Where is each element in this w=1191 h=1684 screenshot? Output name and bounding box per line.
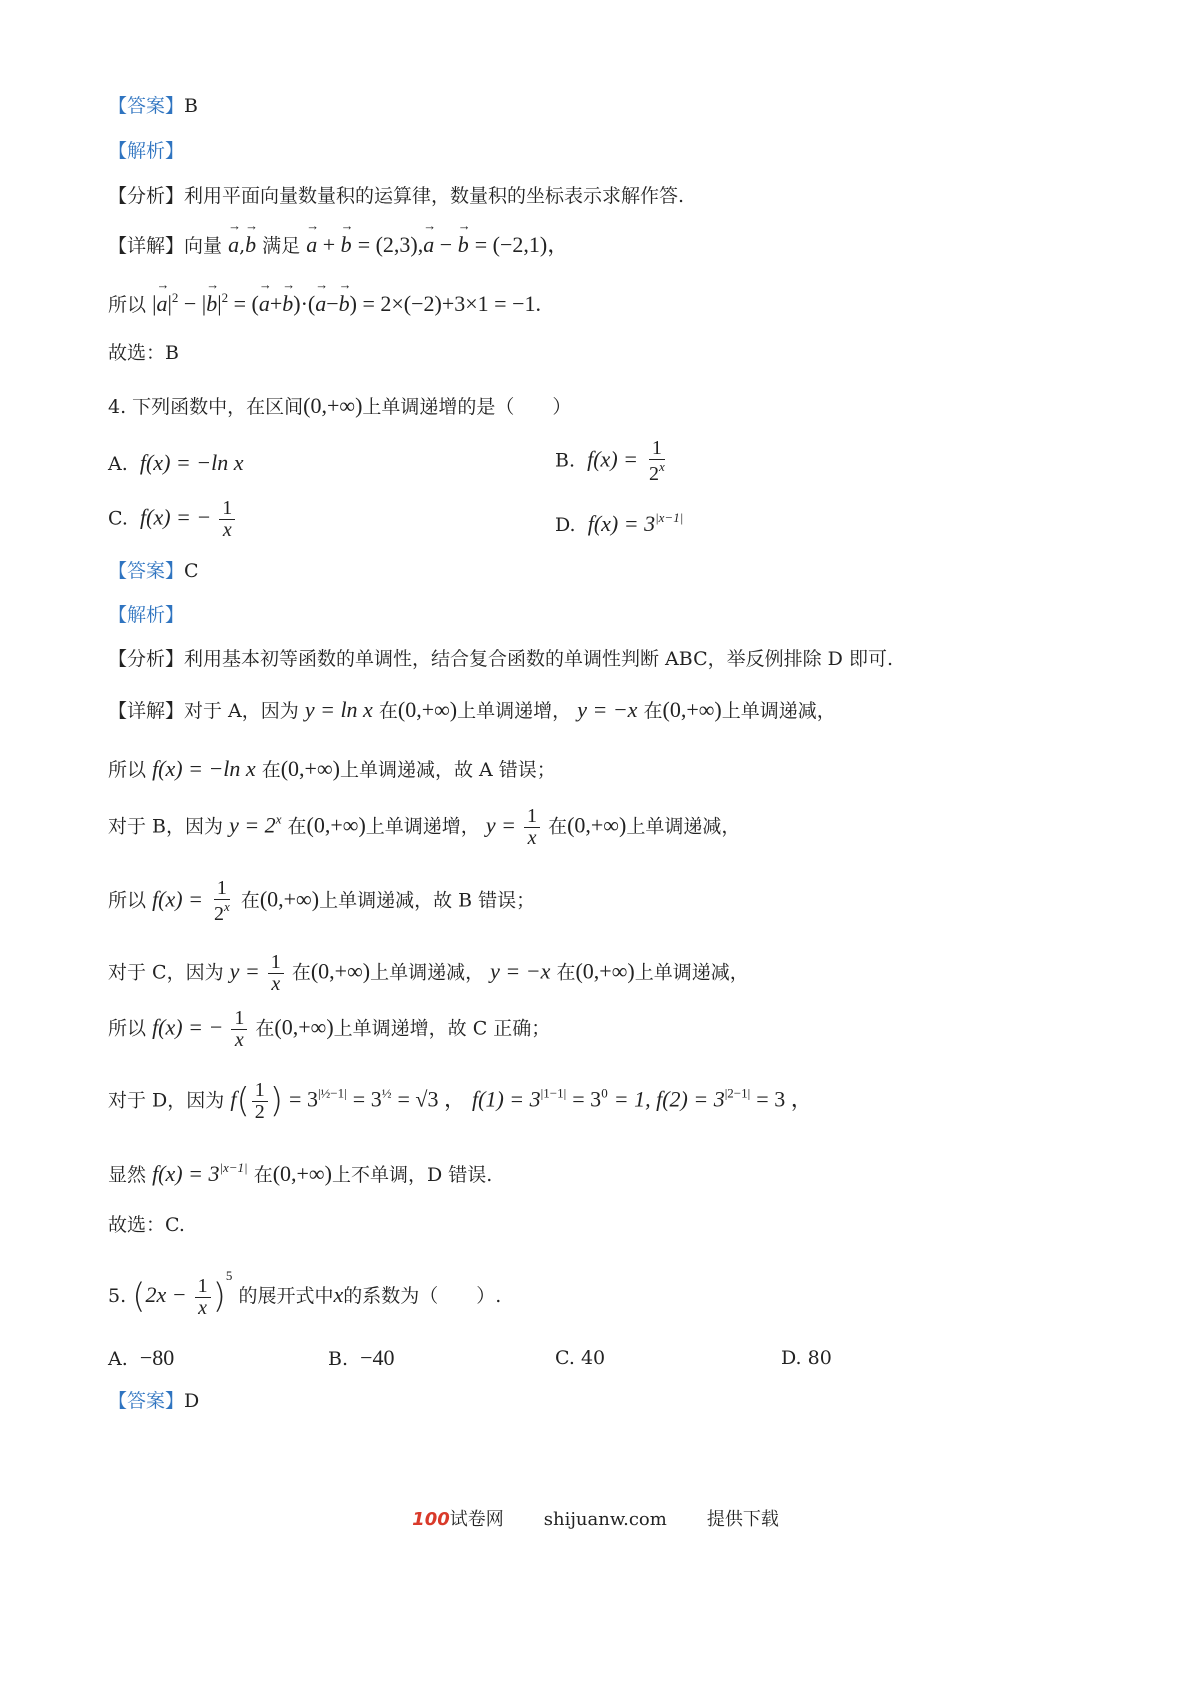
option-expr: f(x) =: [587, 446, 638, 472]
detail-text: 显然: [108, 1164, 147, 1186]
equation: y = 2: [229, 812, 276, 838]
detail-text: 上单调递增，: [365, 815, 480, 838]
equation: = (−2,1)，: [474, 232, 570, 257]
exponent: |1−1|: [540, 1085, 567, 1101]
q3-fenxi: [108, 185, 684, 208]
detail-text: 对于 C，因为: [108, 961, 224, 984]
q4-detail-c2: [108, 1008, 550, 1051]
vector-a: → a: [306, 232, 317, 258]
question-number: 5.: [108, 1285, 127, 1307]
q4-detail-a2: [108, 756, 556, 782]
answer-tag: 【答案】: [108, 560, 185, 582]
q5-stem: 5. (2x − $\frac{1}{x}$ )$^5$ 的展开式中x的系数为（ ）.: [108, 1268, 502, 1319]
option-label: D.: [555, 514, 576, 536]
q4-detail-d1: 对于 D，因为 f( $\frac{1}{2}$ ) = $3^{|\frac{1}{2}-1|} = 3^{\frac{1}{2}} = √3$ ， $f(1) = 3^{|1-1|} = 3^0 = 1$, $f(2) = 3^{|2-1|} = 3$ ，: [108, 1079, 813, 1123]
interval: (0,+∞): [575, 958, 635, 984]
variable: x: [333, 1282, 344, 1307]
interval: (0,+∞): [310, 958, 371, 984]
q4-detail-b1: [108, 806, 740, 849]
fraction: $\frac{1}{x}$: [524, 806, 540, 849]
equation: = (2,3),: [357, 232, 424, 257]
detail-text: 上单调递增，: [457, 700, 572, 722]
fraction: $\frac{1}{x}$: [268, 952, 284, 995]
interval: (0,+∞): [397, 697, 458, 722]
option-expr: f(x) = −: [140, 504, 212, 530]
equation: = 3 ，: [756, 1086, 813, 1112]
detail-text: 在: [643, 700, 663, 722]
detail-text: 所以: [108, 294, 147, 316]
q3-detail-2: 所以 |→ $a|^2$ − |→ $b|^2$ = (→ a+→ b)·(→ a−→ b) = 2×(−2)+3×1 = −1.: [108, 290, 541, 317]
detail-text: 上单调递增，故 C 正确；: [333, 1017, 551, 1040]
q4-option-b: [555, 438, 670, 485]
detail-text: 在: [253, 1164, 273, 1186]
option-value: −40: [360, 1345, 395, 1370]
q5-option-d: D. 80: [781, 1347, 832, 1369]
answer-tag: 【答案】: [108, 95, 185, 117]
equation: = 2×(−2)+3×1 = −1.: [362, 291, 541, 316]
option-expr: f(x) = 3: [587, 511, 656, 536]
exponent: 0: [601, 1085, 608, 1101]
equation: y =: [229, 958, 260, 984]
vector-a: → a: [228, 232, 239, 258]
detail-text: 上单调递减，: [370, 961, 485, 984]
vector-a: → a: [423, 232, 434, 258]
equation: f(x) = −: [152, 1014, 224, 1040]
detail-text: 在: [548, 815, 568, 838]
detail-text: 在: [240, 889, 260, 912]
page-footer: [0, 1505, 1191, 1531]
fraction: $\frac{1}{x}$: [195, 1276, 211, 1319]
site-url[interactable]: shijuanw.com: [543, 1509, 667, 1530]
q3-answer: [108, 95, 198, 118]
option-label: A.: [108, 453, 128, 475]
interval: (0,+∞): [274, 1014, 334, 1040]
exponent: 5: [225, 1268, 233, 1283]
q4-choose: 故选：C.: [108, 1214, 185, 1236]
equation: = 3: [572, 1086, 602, 1112]
detail-text: 向量: [184, 235, 223, 257]
detail-tag: 【详解】: [108, 235, 185, 257]
exponent: x: [275, 811, 282, 827]
q3-analysis-tag: 【解析】: [108, 140, 185, 162]
fraction: $\frac{1}{x}$: [219, 498, 235, 541]
interval: (0,+∞): [306, 812, 366, 838]
detail-text: 在: [261, 759, 281, 781]
exponent: |2−1|: [724, 1085, 751, 1101]
q3-choose: 故选：B: [108, 342, 179, 364]
fraction: $\frac{1}{2^x}$: [649, 437, 665, 485]
answer-tag: 【答案】: [108, 1390, 185, 1412]
vector-b: → b: [458, 232, 469, 258]
equation: y =: [485, 812, 516, 838]
detail-text: 对于 B，因为: [108, 815, 224, 838]
stem-text: 4. 下列函数中，在区间: [108, 396, 304, 418]
detail-text: 所以: [108, 1017, 147, 1040]
exponent: ½: [381, 1085, 392, 1101]
detail-text: 在: [378, 700, 398, 722]
equation: = √3 ，: [397, 1086, 466, 1112]
stem-text: 的系数为（ ）.: [343, 1285, 502, 1307]
site-name: 试卷网: [449, 1509, 504, 1530]
exponent: |x−1|: [219, 1160, 248, 1175]
fraction: $\frac{1}{2^x}$: [213, 877, 230, 925]
interval: (0,+∞): [303, 393, 363, 418]
q4-detail-a1: [108, 697, 836, 723]
site-logo: 100: [412, 1509, 450, 1530]
option-label: B.: [328, 1348, 349, 1370]
fraction: $\frac{1}{x}$: [231, 1008, 247, 1051]
equation: = 1, f(2) = 3: [613, 1086, 725, 1112]
detail-text: 所以: [108, 889, 147, 912]
q5-option-c: C. 40: [555, 1347, 606, 1369]
q3-detail-1: 【详解】向量 → a,→ b 满足 → a + → b = (2,3),→ a − → b = (−2,1)，: [108, 232, 569, 258]
fenxi-tag: 【分析】: [108, 185, 185, 207]
q4-detail-b2: [108, 878, 535, 925]
equation: y = ln x: [304, 697, 373, 722]
q5-answer: [108, 1390, 199, 1413]
exponent: |½−1|: [317, 1085, 347, 1101]
interval: (0,+∞): [259, 886, 320, 912]
fenxi-tag: 【分析】: [108, 648, 185, 670]
interval: (0,+∞): [272, 1161, 332, 1186]
q4-answer: [108, 560, 199, 583]
exponent: |x−1|: [655, 510, 684, 525]
footer-note: 提供下载: [706, 1509, 779, 1530]
q4-analysis-tag: 【解析】: [108, 604, 185, 626]
detail-text: 在: [556, 961, 576, 984]
q5-option-b: [328, 1345, 395, 1371]
detail-tag: 【详解】: [108, 700, 185, 722]
detail-text: 在: [291, 961, 311, 984]
option-label: B.: [555, 449, 576, 472]
option-label: A.: [108, 1348, 128, 1370]
fenxi-text: 利用平面向量数量积的运算律，数量积的坐标表示求解作答.: [184, 185, 685, 207]
equation: f(x) = 3: [152, 1161, 220, 1186]
detail-text: 对于 D，因为: [108, 1089, 225, 1112]
q4-detail-d2: [108, 1160, 492, 1187]
detail-text: 上单调递减，: [626, 815, 741, 838]
detail-text: 满足: [262, 235, 301, 257]
equation: y = −x: [490, 958, 551, 984]
detail-text: 上单调递减，故 A 错误；: [339, 759, 556, 781]
q4-option-d: [555, 510, 683, 537]
option-label: C.: [108, 507, 128, 530]
fenxi-text: 利用基本初等函数的单调性，结合复合函数的单调性判断 ABC，举反例排除 D 即可.: [184, 648, 893, 670]
detail-text: 在: [287, 815, 307, 838]
equation: f(x) =: [152, 886, 203, 912]
equation: f(1) = 3: [472, 1086, 541, 1112]
detail-text: 上单调递减，故 B 错误；: [319, 889, 536, 912]
fraction: $\frac{1}{2}$: [252, 1080, 268, 1123]
q5-option-a: [108, 1345, 174, 1371]
vector-a: → a: [156, 291, 167, 317]
detail-text: 上单调递减，: [721, 700, 836, 722]
detail-text: 上单调递减，: [634, 961, 749, 984]
detail-text: 在: [255, 1017, 275, 1040]
stem-text: 上单调递增的是（ ）: [362, 396, 572, 418]
equation: y = −x: [577, 697, 638, 722]
q4-fenxi: [108, 648, 893, 671]
interval: (0,+∞): [662, 697, 722, 722]
answer-value: B: [184, 95, 198, 117]
option-expr: f(x) = −ln x: [139, 450, 244, 475]
interval: (0,+∞): [567, 812, 627, 838]
interval: (0,+∞): [280, 756, 340, 781]
equation: = 3: [289, 1086, 318, 1112]
q4-stem: [108, 393, 571, 419]
q4-detail-c1: [108, 952, 749, 995]
answer-value: D: [184, 1390, 200, 1412]
q4-option-c: [108, 498, 237, 541]
vector-b: → b: [206, 291, 217, 317]
stem-text: 的展开式中: [238, 1285, 334, 1307]
q4-option-a: [108, 450, 243, 476]
vector-b: → b: [341, 232, 352, 258]
expression: 2x −: [145, 1282, 187, 1307]
equation: f: [230, 1086, 237, 1112]
answer-value: C: [184, 560, 199, 582]
vector-b: → b: [245, 232, 256, 258]
detail-text: 上不单调，D 错误.: [331, 1164, 493, 1186]
equation: f(x) = −ln x: [152, 756, 256, 781]
detail-text: 对于 A，因为: [184, 700, 299, 722]
equation: = 3: [352, 1086, 382, 1112]
option-value: −80: [139, 1345, 175, 1370]
detail-text: 所以: [108, 759, 147, 781]
